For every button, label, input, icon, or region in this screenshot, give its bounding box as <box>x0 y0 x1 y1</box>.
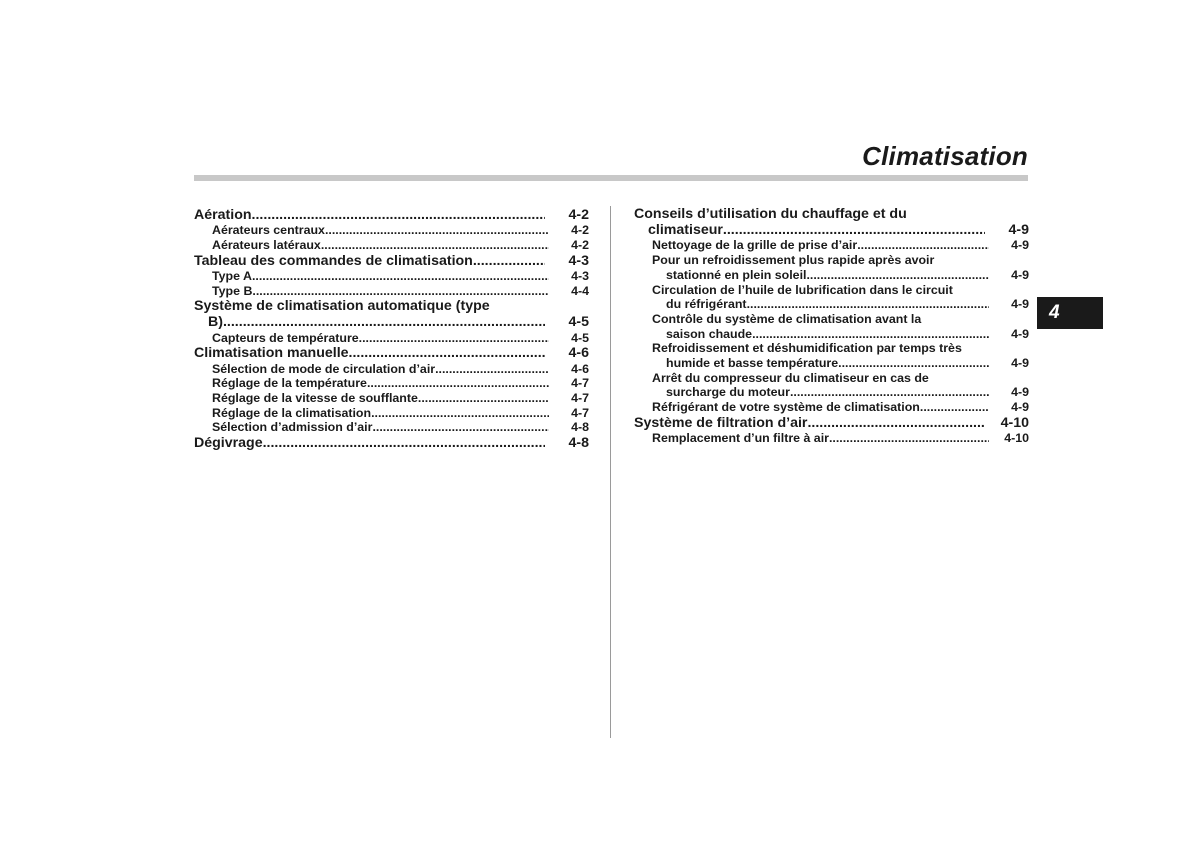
toc-page-number: 4-9 <box>1011 238 1029 253</box>
toc-entry-label: Aération <box>194 207 252 223</box>
toc-entry-label: Refroidissement et déshumidification par temps très <box>652 341 962 356</box>
dot-leader <box>752 327 989 342</box>
toc-subsection-entry[interactable] <box>194 284 589 299</box>
toc-entry-label: Aérateurs latéraux <box>212 237 321 252</box>
toc-page-number: 4-6 <box>571 361 589 376</box>
toc-entry-label: Conseils d’utilisation du chauffage et du <box>634 206 907 222</box>
dot-leader <box>325 223 549 238</box>
toc-page-number: 4-10 <box>1000 414 1029 431</box>
toc-page-number: 4-9 <box>1008 222 1029 239</box>
toc-entry-label: Type A <box>212 268 252 283</box>
toc-section-entry[interactable] <box>194 207 589 223</box>
dot-leader <box>747 297 989 312</box>
dot-leader <box>263 435 545 451</box>
toc-subsection-entry[interactable] <box>194 238 589 253</box>
toc-page-number: 4-8 <box>571 420 589 435</box>
toc-left-column <box>194 207 589 451</box>
toc-page-number: 4-2 <box>571 237 589 252</box>
toc-entry-label: saison chaude <box>666 326 753 341</box>
toc-entry-label: Aérateurs centraux <box>212 223 325 238</box>
dot-leader <box>807 415 985 431</box>
toc-section-entry[interactable] <box>194 298 589 330</box>
toc-subsection-entry[interactable] <box>634 312 1029 341</box>
toc-subsection-entry[interactable] <box>634 431 1029 446</box>
toc-subsection-entry[interactable] <box>634 341 1029 370</box>
toc-entry-label: Contrôle du système de climatisation avant la <box>652 311 922 326</box>
toc-entry-label: Réfrigérant de votre système de climatisation <box>652 400 920 415</box>
toc-section-entry[interactable] <box>194 345 589 361</box>
toc-entry-label: Sélection de mode de circulation d’air <box>212 361 436 376</box>
column-divider <box>610 206 611 738</box>
toc-page-number: 4-6 <box>568 345 589 362</box>
toc-page-number: 4-7 <box>571 376 589 391</box>
dot-leader <box>252 207 545 223</box>
toc-section-entry[interactable] <box>634 415 1029 431</box>
dot-leader <box>321 238 549 253</box>
toc-subsection-entry[interactable] <box>194 391 589 406</box>
toc-entry-label: surcharge du moteur <box>666 385 790 400</box>
dot-leader <box>857 238 989 253</box>
chapter-title: Climatisation <box>862 141 1028 171</box>
toc-page-number: 4-2 <box>568 207 589 223</box>
toc-entry-label: Système de climatisation automatique (type <box>194 298 490 315</box>
toc-subsection-entry[interactable] <box>634 253 1029 282</box>
toc-page-number: 4-9 <box>1011 400 1029 415</box>
dot-leader <box>223 314 545 330</box>
toc-subsection-entry[interactable] <box>194 331 589 346</box>
toc-subsection-entry[interactable] <box>194 406 589 421</box>
dot-leader <box>372 420 549 435</box>
dot-leader <box>359 331 549 346</box>
toc-entry-label: Sélection d’admission d’air <box>212 420 373 435</box>
toc-entry-label: Circulation de l’huile de lubrification dans le circuit <box>652 282 953 297</box>
toc-entry-label: Pour un refroidissement plus rapide après avoir <box>652 253 935 268</box>
toc-page-number: 4-5 <box>568 314 589 331</box>
dot-leader <box>806 268 989 283</box>
toc-subsection-entry[interactable] <box>194 269 589 284</box>
toc-subsection-entry[interactable] <box>194 223 589 238</box>
toc-subsection-entry[interactable] <box>634 283 1029 312</box>
toc-entry-label: humide et basse température <box>666 356 839 371</box>
toc-page-number: 4-9 <box>1011 326 1029 341</box>
dot-leader <box>790 385 989 400</box>
toc-page-number: 4-3 <box>571 268 589 283</box>
toc-entry-label: Climatisation manuelle <box>194 345 349 362</box>
dot-leader <box>723 222 985 238</box>
dot-leader <box>920 400 989 415</box>
toc-entry-label: Système de filtration d’air <box>634 414 808 431</box>
toc-entry-label: Tableau des commandes de climatisation <box>194 252 473 269</box>
toc-right-column <box>634 206 1029 446</box>
toc-section-entry[interactable] <box>634 206 1029 238</box>
toc-page-number: 4-8 <box>568 435 589 452</box>
toc-subsection-entry[interactable] <box>634 371 1029 400</box>
chapter-tab-number: 4 <box>1049 302 1060 323</box>
dot-leader <box>829 431 989 446</box>
toc-entry-label: Nettoyage de la grille de prise d’air <box>652 238 858 253</box>
toc-page-number: 4-9 <box>1011 356 1029 371</box>
toc-page-number: 4-4 <box>571 283 589 298</box>
toc-entry-label: Capteurs de température <box>212 330 359 345</box>
toc-entry-label: Réglage de la vitesse de soufflante <box>212 390 418 405</box>
toc-page-number: 4-7 <box>571 405 589 420</box>
toc-section-entry[interactable] <box>194 435 589 451</box>
chapter-tab[interactable] <box>1037 297 1103 329</box>
dot-leader <box>838 356 989 371</box>
dot-leader <box>371 406 549 421</box>
toc-page-number: 4-9 <box>1011 267 1029 282</box>
toc-entry-label: climatiseur <box>648 222 723 239</box>
toc-page-number: 4-3 <box>568 252 589 269</box>
toc-subsection-entry[interactable] <box>194 376 589 391</box>
toc-subsection-entry[interactable] <box>634 238 1029 253</box>
toc-page-number: 4-9 <box>1011 297 1029 312</box>
toc-subsection-entry[interactable] <box>634 400 1029 415</box>
toc-page-number: 4-7 <box>571 390 589 405</box>
dot-leader <box>349 345 545 361</box>
toc-section-entry[interactable] <box>194 253 589 269</box>
toc-entry-label: du réfrigérant <box>666 297 747 312</box>
toc-subsection-entry[interactable] <box>194 420 589 435</box>
dot-leader <box>252 269 549 284</box>
toc-entry-label: Réglage de la température <box>212 376 367 391</box>
toc-entry-label: Remplacement d’un filtre à air <box>652 431 829 446</box>
toc-entry-label: stationné en plein soleil <box>666 267 807 282</box>
dot-leader <box>418 391 549 406</box>
toc-entry-label: B) <box>208 314 223 331</box>
toc-entry-label: Réglage de la climatisation <box>212 405 372 420</box>
dot-leader <box>435 362 549 377</box>
title-rule <box>194 175 1028 181</box>
toc-entry-label: Dégivrage <box>194 435 263 452</box>
toc-page-number: 4-9 <box>1011 385 1029 400</box>
dot-leader <box>252 284 549 299</box>
toc-page-number: 4-2 <box>571 223 589 238</box>
toc-subsection-entry[interactable] <box>194 362 589 377</box>
toc-page-number: 4-10 <box>1004 431 1029 446</box>
dot-leader <box>473 253 545 269</box>
toc-entry-label: Arrêt du compresseur du climatiseur en cas de <box>652 370 929 385</box>
toc-entry-label: Type B <box>212 283 253 298</box>
dot-leader <box>367 376 549 391</box>
toc-page-number: 4-5 <box>571 330 589 345</box>
